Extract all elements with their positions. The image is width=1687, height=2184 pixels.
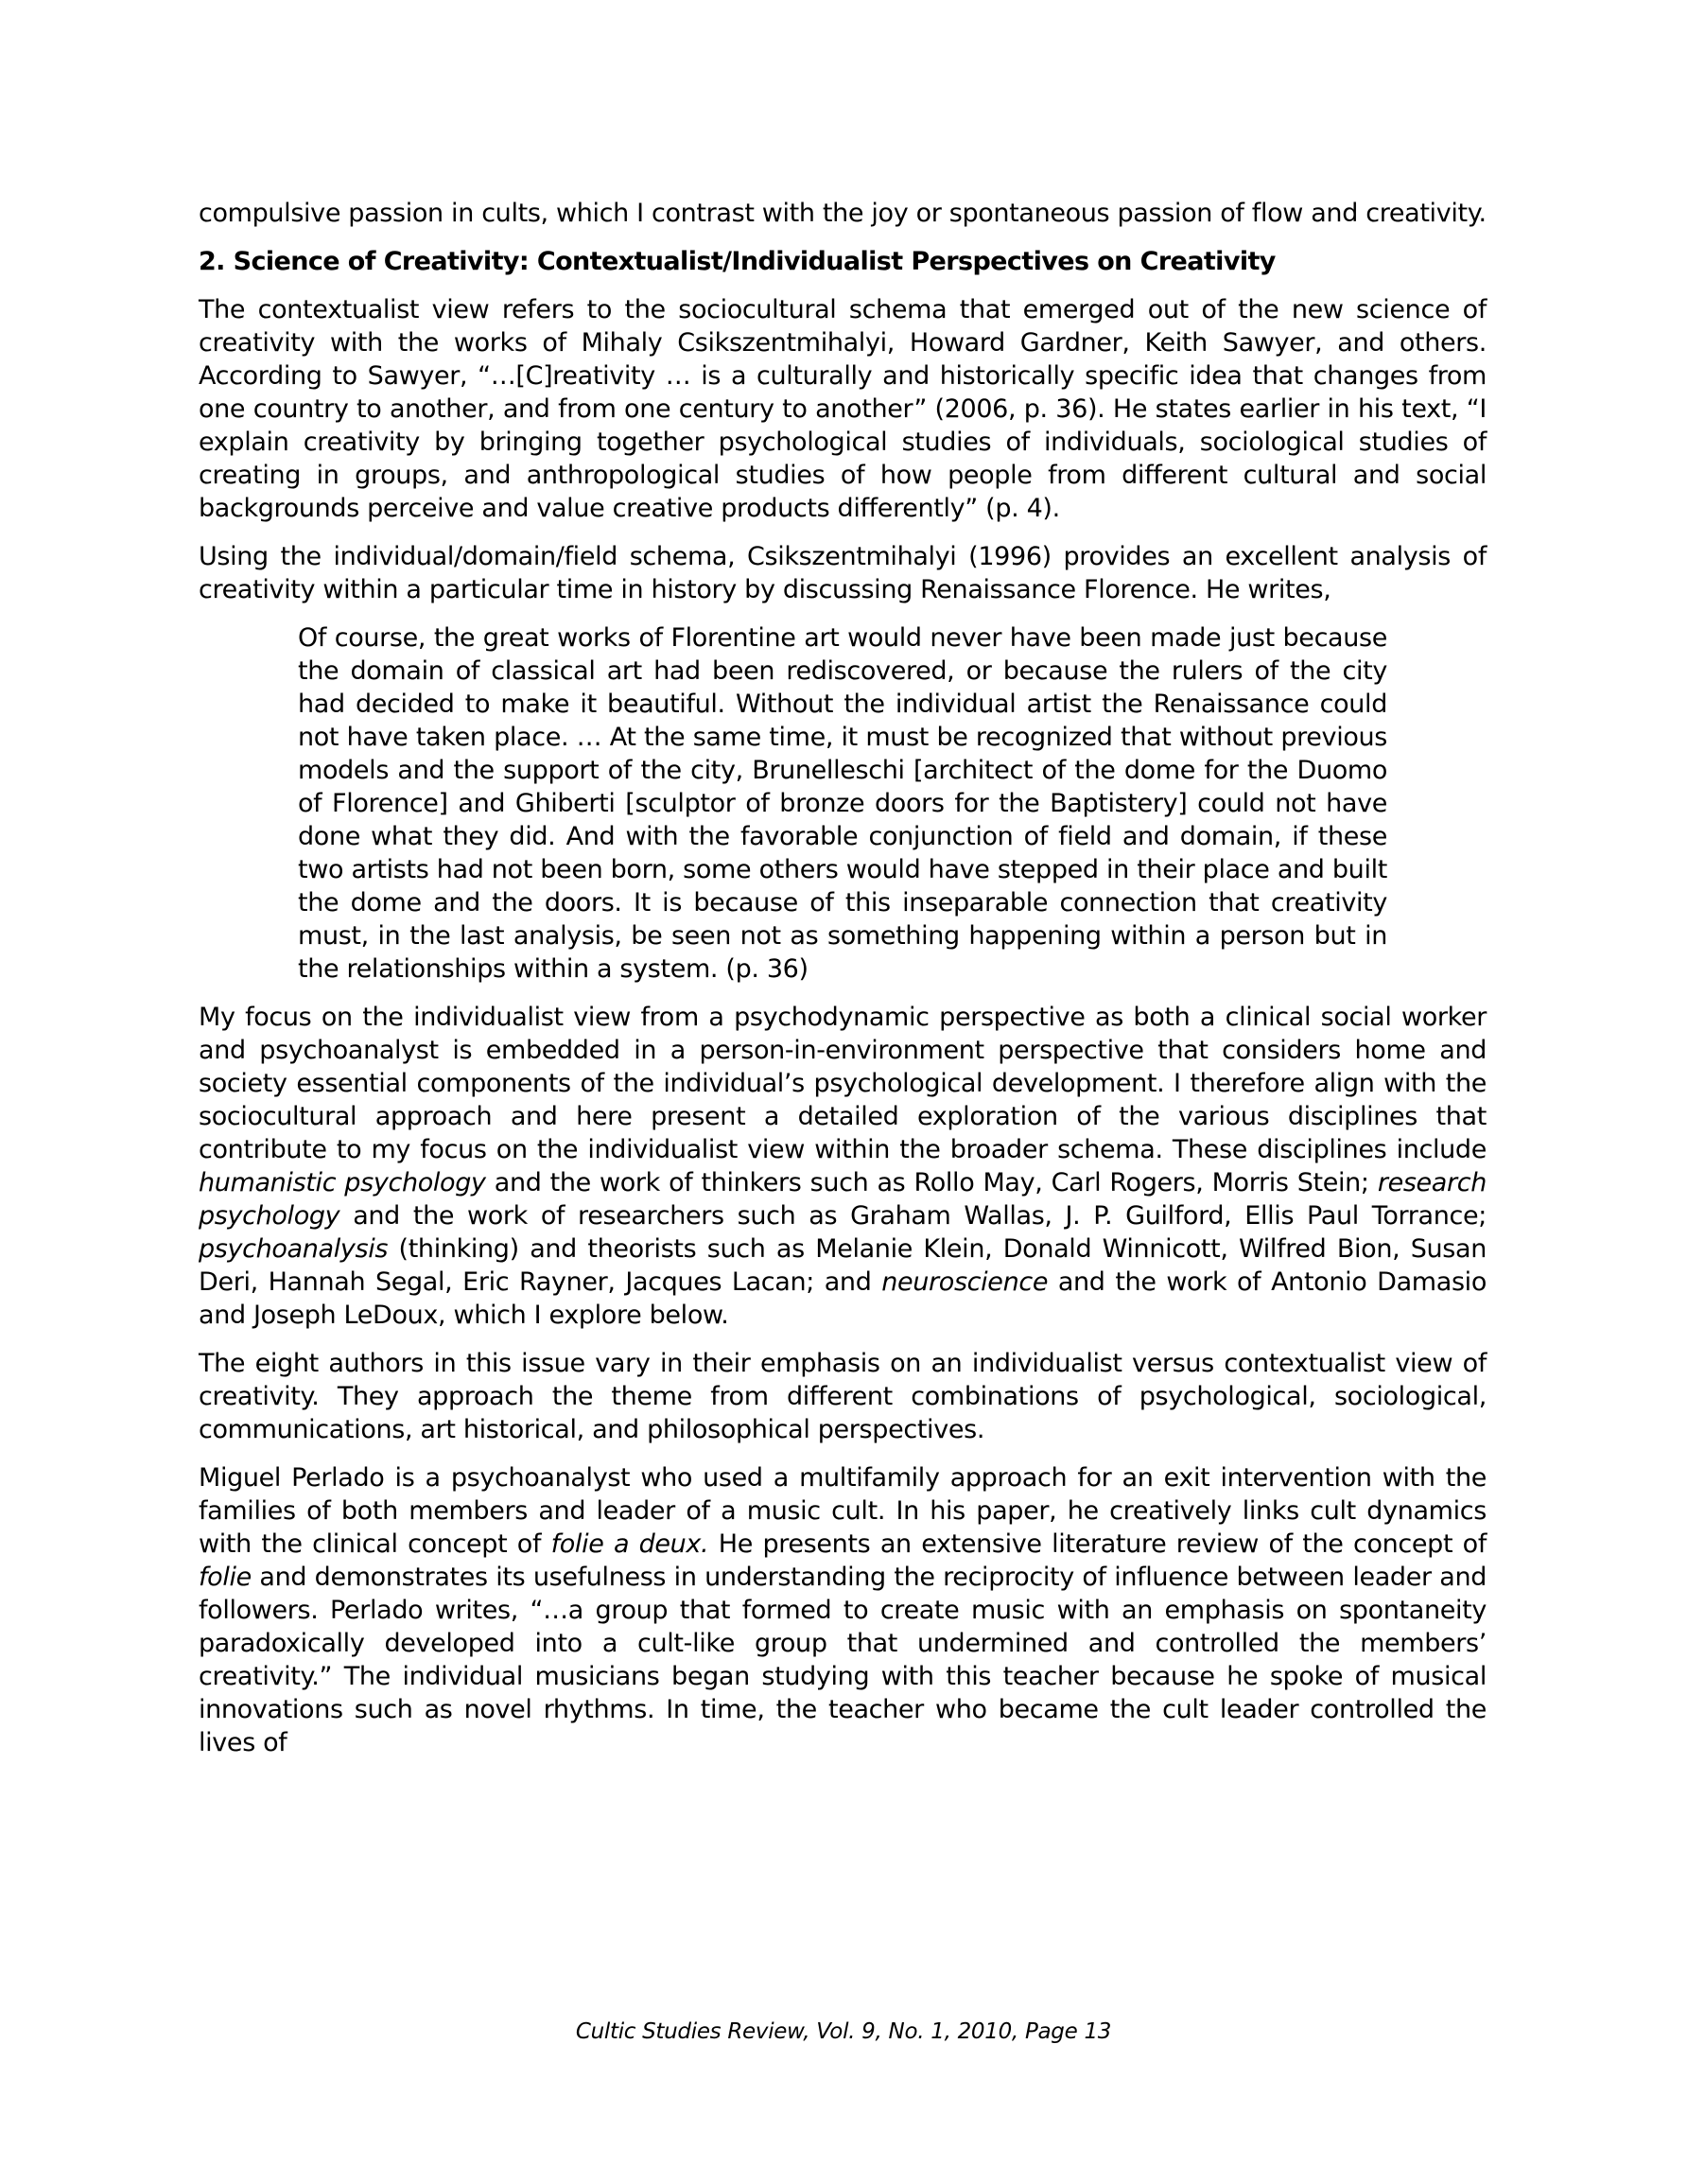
text-segment: and the work of researchers such as Graham Wallas, J. P. Guilford, Ellis Paul Torrance;: [339, 1201, 1487, 1231]
paragraph-contextualist-view: The contextualist view refers to the sociocultural schema that emerged out of the new science of creativity with the works of Mihaly Csikszentmihalyi, Howard Gardner, Keith Sawyer, and others. According to Sawyer, “…[C]reativity … is a culturally and historically specific idea that changes from one country to another, and from one century to another” (2006, p. 36). He states earlier in his text, “I explain creativity by bringing together psychological studies of individuals, sociological studies of creating in groups, and anthropological studies of how people from different cultural and social backgrounds perceive and value creative products differently” (p. 4).: [199, 295, 1487, 523]
text-segment: and the work of thinkers such as Rollo May, Carl Rogers, Morris Stein;: [485, 1168, 1378, 1197]
text-segment: and demonstrates its usefulness in understanding the reciprocity of influence between leader and followers. Perlado writes, “…a group that formed to create music with an emphasis on spontaneity paradoxically developed into a cult-like group that undermined and controlled the members’ creativity.” The individual musicians began studying with this teacher because he spoke of musical innovations such as novel rhythms. In time, the teacher who became the cult leader controlled the lives of: [199, 1563, 1487, 1757]
paragraph-miguel-perlado: [199, 1461, 1487, 1759]
text-segment: and the work of Antonio Damasio and Joseph LeDoux, which I explore below.: [199, 1267, 1487, 1330]
italic-term: research psychology: [199, 1168, 1487, 1231]
paragraph-continuation: compulsive passion in cults, which I contrast with the joy or spontaneous passion of flow and creativity.: [199, 199, 1487, 228]
block-quote-csikszentmihalyi: Of course, the great works of Florentine art would never have been made just because the domain of classical art had been rediscovered, or because the rulers of the city had decided to make it beautiful. Without the individual artist the Renaissance could not have taken place. … At the same time, it must be recognized that without previous models and the support of the city, Brunelleschi [architect of the dome for the Duomo of Florence] and Ghiberti [sculptor of bronze doors for the Baptistery] could not have done what they did. And with the favorable conjunction of field and domain, if these two artists had not been born, some others would have stepped in their place and built the dome and the doors. It is because of this inseparable connection that creativity must, in the last analysis, be seen not as something happening within a person but in the relationships within a system. (p. 36): [298, 623, 1387, 984]
italic-term: folie: [199, 1563, 252, 1592]
running-footer: Cultic Studies Review, Vol. 9, No. 1, 2010, Page 13: [575, 2019, 1112, 2044]
text-segment: (thinking) and theorists such as Melanie Klein, Donald Winnicott, Wilfred Bion, Susan Deri, Hannah Segal, Eric Rayner, Jacques Lacan; and: [199, 1234, 1487, 1297]
text-segment: My focus on the individualist view from a psychodynamic perspective as both a clinical social worker and psychoanalyst is embedded in a person-in-environment perspective that considers home and society essential components of the individual’s psychological development. I therefore align with the sociocultural approach and here present a detailed exploration of the various disciplines that contribute to my focus on the individualist view within the broader schema. These disciplines include: [199, 1003, 1487, 1164]
italic-term: neuroscience: [881, 1267, 1049, 1297]
italic-term: psychoanalysis: [199, 1234, 389, 1264]
italic-term: folie a deux.: [550, 1529, 709, 1559]
section-heading: 2. Science of Creativity: Contextualist/Individualist Perspectives on Creativity: [199, 247, 1276, 276]
italic-term: humanistic psychology: [199, 1168, 486, 1197]
paragraph-individual-domain-field: Using the individual/domain/field schema, Csikszentmihalyi (1996) provides an excellent analysis of creativity within a particular time in history by discussing Renaissance Florence. He writes,: [199, 542, 1487, 604]
paragraph-eight-authors: The eight authors in this issue vary in their emphasis on an individualist versus contextualist view of creativity. They approach the theme from different combinations of psychological, sociological, communications, art historical, and philosophical perspectives.: [199, 1349, 1487, 1444]
text-segment: Miguel Perlado is a psychoanalyst who used a multifamily approach for an exit intervention with the families of both members and leader of a music cult. In his paper, he creatively links cult dynamics with the clinical concept of: [199, 1463, 1487, 1559]
paragraph-individualist-focus: [199, 1001, 1487, 1332]
page-body: [199, 197, 1487, 1774]
text-segment: He presents an extensive literature review of the concept of: [708, 1529, 1487, 1559]
